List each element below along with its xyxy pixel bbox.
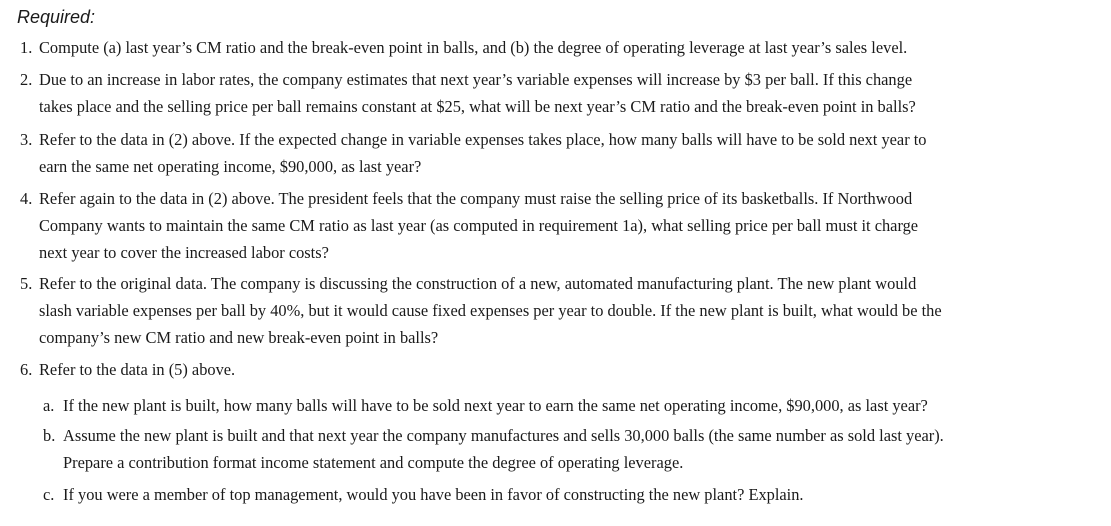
item-text-line: Refer again to the data in (2) above. The president feels that the company must raise the selling price of its basketballs. If Northwood (39, 189, 913, 208)
requirement-item-3 (20, 126, 1105, 180)
subitem-text-line: Prepare a contribution format income statement and compute the degree of operating leverage. (63, 453, 684, 472)
subitem-letter: a. (43, 396, 55, 415)
requirement-subitem-6c (43, 481, 1103, 508)
subitem-text-line: If you were a member of top management, would you have been in favor of constructing the new plant? Explain. (63, 485, 804, 504)
requirement-subitem-6a (43, 392, 1103, 419)
item-number: 4. (20, 189, 33, 208)
item-text-line: takes place and the selling price per ball remains constant at $25, what will be next year’s CM ratio and the break-even point in balls? (39, 97, 916, 116)
required-heading: Required: (17, 7, 96, 27)
requirement-item-5 (20, 270, 1105, 351)
item-text-line: Compute (a) last year’s CM ratio and the break-even point in balls, and (b) the degree of operating leverage at last year’s sales level. (39, 38, 908, 57)
requirement-item-6 (20, 356, 1105, 383)
subitem-letter: b. (43, 426, 56, 445)
item-text-line: earn the same net operating income, $90,000, as last year? (39, 157, 422, 176)
item-text-line: Refer to the data in (2) above. If the expected change in variable expenses takes place, how many balls will have to be sold next year to (39, 130, 927, 149)
requirement-item-2 (20, 66, 1105, 120)
subitem-text-line: Assume the new plant is built and that next year the company manufactures and sells 30,000 balls (the same number as sold last year). (63, 426, 944, 445)
item-number: 1. (20, 38, 33, 57)
requirement-item-4 (20, 185, 1105, 266)
subitem-letter: c. (43, 485, 55, 504)
item-text-line: slash variable expenses per ball by 40%, but it would cause fixed expenses per year to double. If the new plant is built, what would be the (39, 301, 942, 320)
requirement-subitem-6b (43, 422, 1103, 476)
item-number: 2. (20, 70, 33, 89)
item-number: 5. (20, 274, 33, 293)
item-text-line: Refer to the original data. The company is discussing the construction of a new, automated manufacturing plant. The new plant would (39, 274, 917, 293)
item-number: 3. (20, 130, 33, 149)
item-text-line: Due to an increase in labor rates, the company estimates that next year’s variable expenses will increase by $3 per ball. If this change (39, 70, 913, 89)
item-text-line: Company wants to maintain the same CM ratio as last year (as computed in requirement 1a), what selling price per ball must it charge (39, 216, 919, 235)
subitem-text-line: If the new plant is built, how many balls will have to be sold next year to earn the same net operating income, $90,000, as last year? (63, 396, 928, 415)
item-text-line: company’s new CM ratio and new break-even point in balls? (39, 328, 439, 347)
item-text-line: next year to cover the increased labor costs? (39, 243, 329, 262)
item-text-line: Refer to the data in (5) above. (39, 360, 236, 379)
item-number: 6. (20, 360, 33, 379)
requirement-item-1 (20, 34, 1105, 61)
